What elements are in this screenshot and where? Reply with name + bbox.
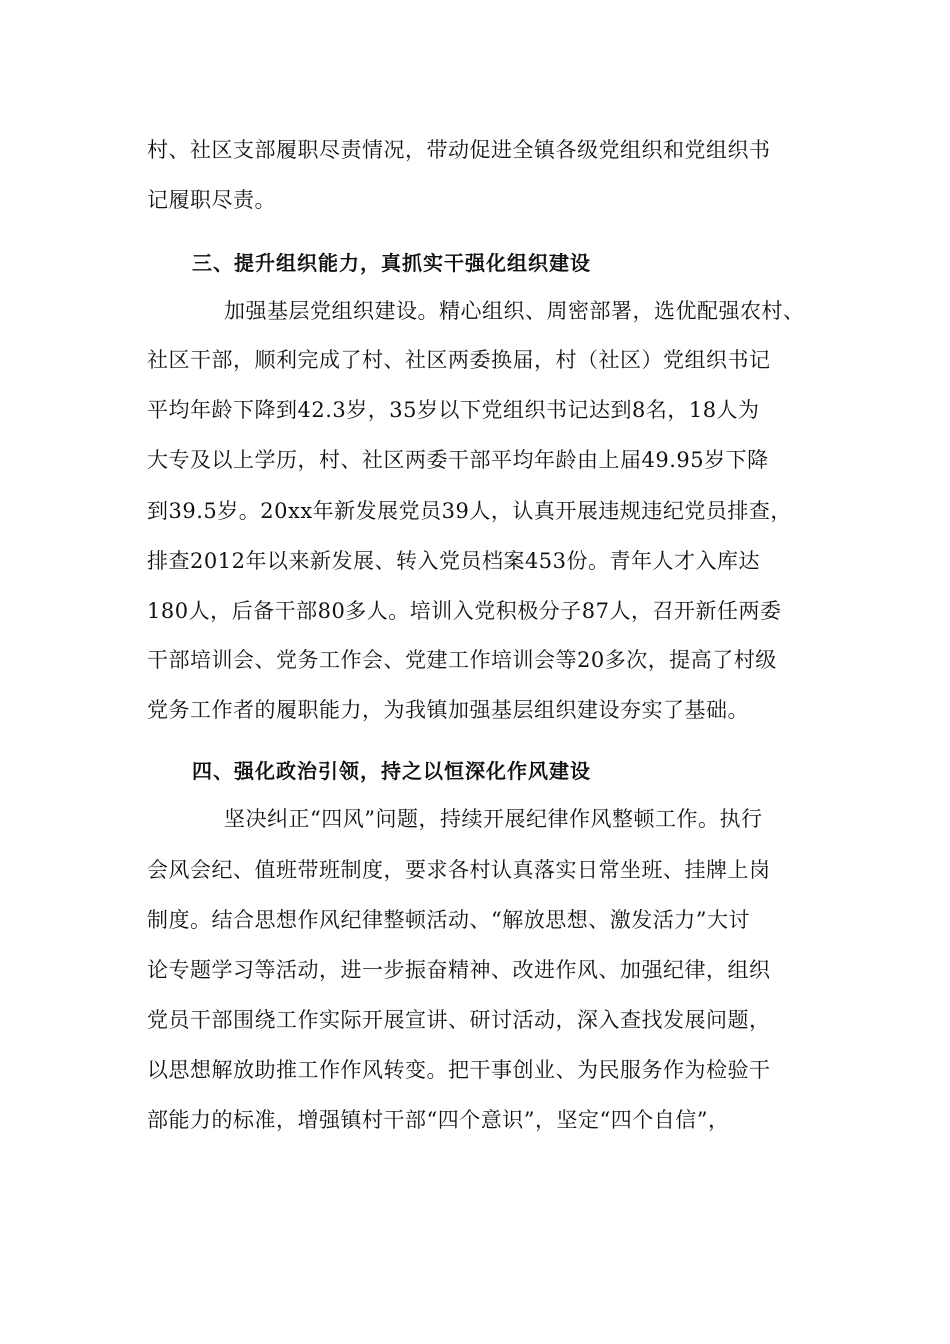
section-heading-4: 四、强化政治引领，持之以恒深化作风建设 <box>192 759 591 783</box>
paragraph-line: 村、社区支部履职尽责情况，带动促进全镇各级党组织和党组织书 <box>147 138 771 162</box>
section-heading-3: 三、提升组织能力，真抓实干强化组织建设 <box>192 251 591 275</box>
paragraph-line: 社区干部，顺利完成了村、社区两委换届，村（社区）党组织书记 <box>147 348 771 372</box>
paragraph-line: 以思想解放助推工作作风转变。把干事创业、为民服务作为检验干 <box>147 1058 771 1082</box>
paragraph-line: 加强基层党组织建设。精心组织、周密部署，选优配强农村、 <box>224 299 805 323</box>
paragraph-line: 到39.5岁。20xx年新发展党员39人，认真开展违规违纪党员排查， <box>147 499 792 523</box>
paragraph-line: 大专及以上学历，村、社区两委干部平均年龄由上届49.95岁下降 <box>147 448 769 472</box>
paragraph-line: 党务工作者的履职能力，为我镇加强基层组织建设夯实了基础。 <box>147 698 749 722</box>
paragraph-line: 论专题学习等活动，进一步振奋精神、改进作风、加强纪律，组织 <box>147 958 771 982</box>
paragraph-line: 干部培训会、党务工作会、党建工作培训会等20多次，提高了村级 <box>147 648 777 672</box>
paragraph-line: 记履职尽责。 <box>147 188 276 212</box>
paragraph-line: 制度。结合思想作风纪律整顿活动、“解放思想、激发活力”大讨 <box>147 908 750 932</box>
paragraph-line: 180人，后备干部80多人。培训入党积极分子87人，召开新任两委 <box>147 599 782 623</box>
paragraph-line: 坚决纠正“四风”问题，持续开展纪律作风整顿工作。执行 <box>224 807 763 831</box>
paragraph-line: 党员干部围绕工作实际开展宣讲、研讨活动，深入查找发展问题， <box>147 1008 771 1032</box>
paragraph-line: 平均年龄下降到42.3岁，35岁以下党组织书记达到8名，18人为 <box>147 398 760 422</box>
paragraph-line: 会风会纪、值班带班制度，要求各村认真落实日常坐班、挂牌上岗 <box>147 858 771 882</box>
paragraph-line: 部能力的标准，增强镇村干部“四个意识”，坚定“四个自信”， <box>147 1108 730 1132</box>
paragraph-line: 排查2012年以来新发展、转入党员档案453份。青年人才入库达 <box>147 549 761 573</box>
